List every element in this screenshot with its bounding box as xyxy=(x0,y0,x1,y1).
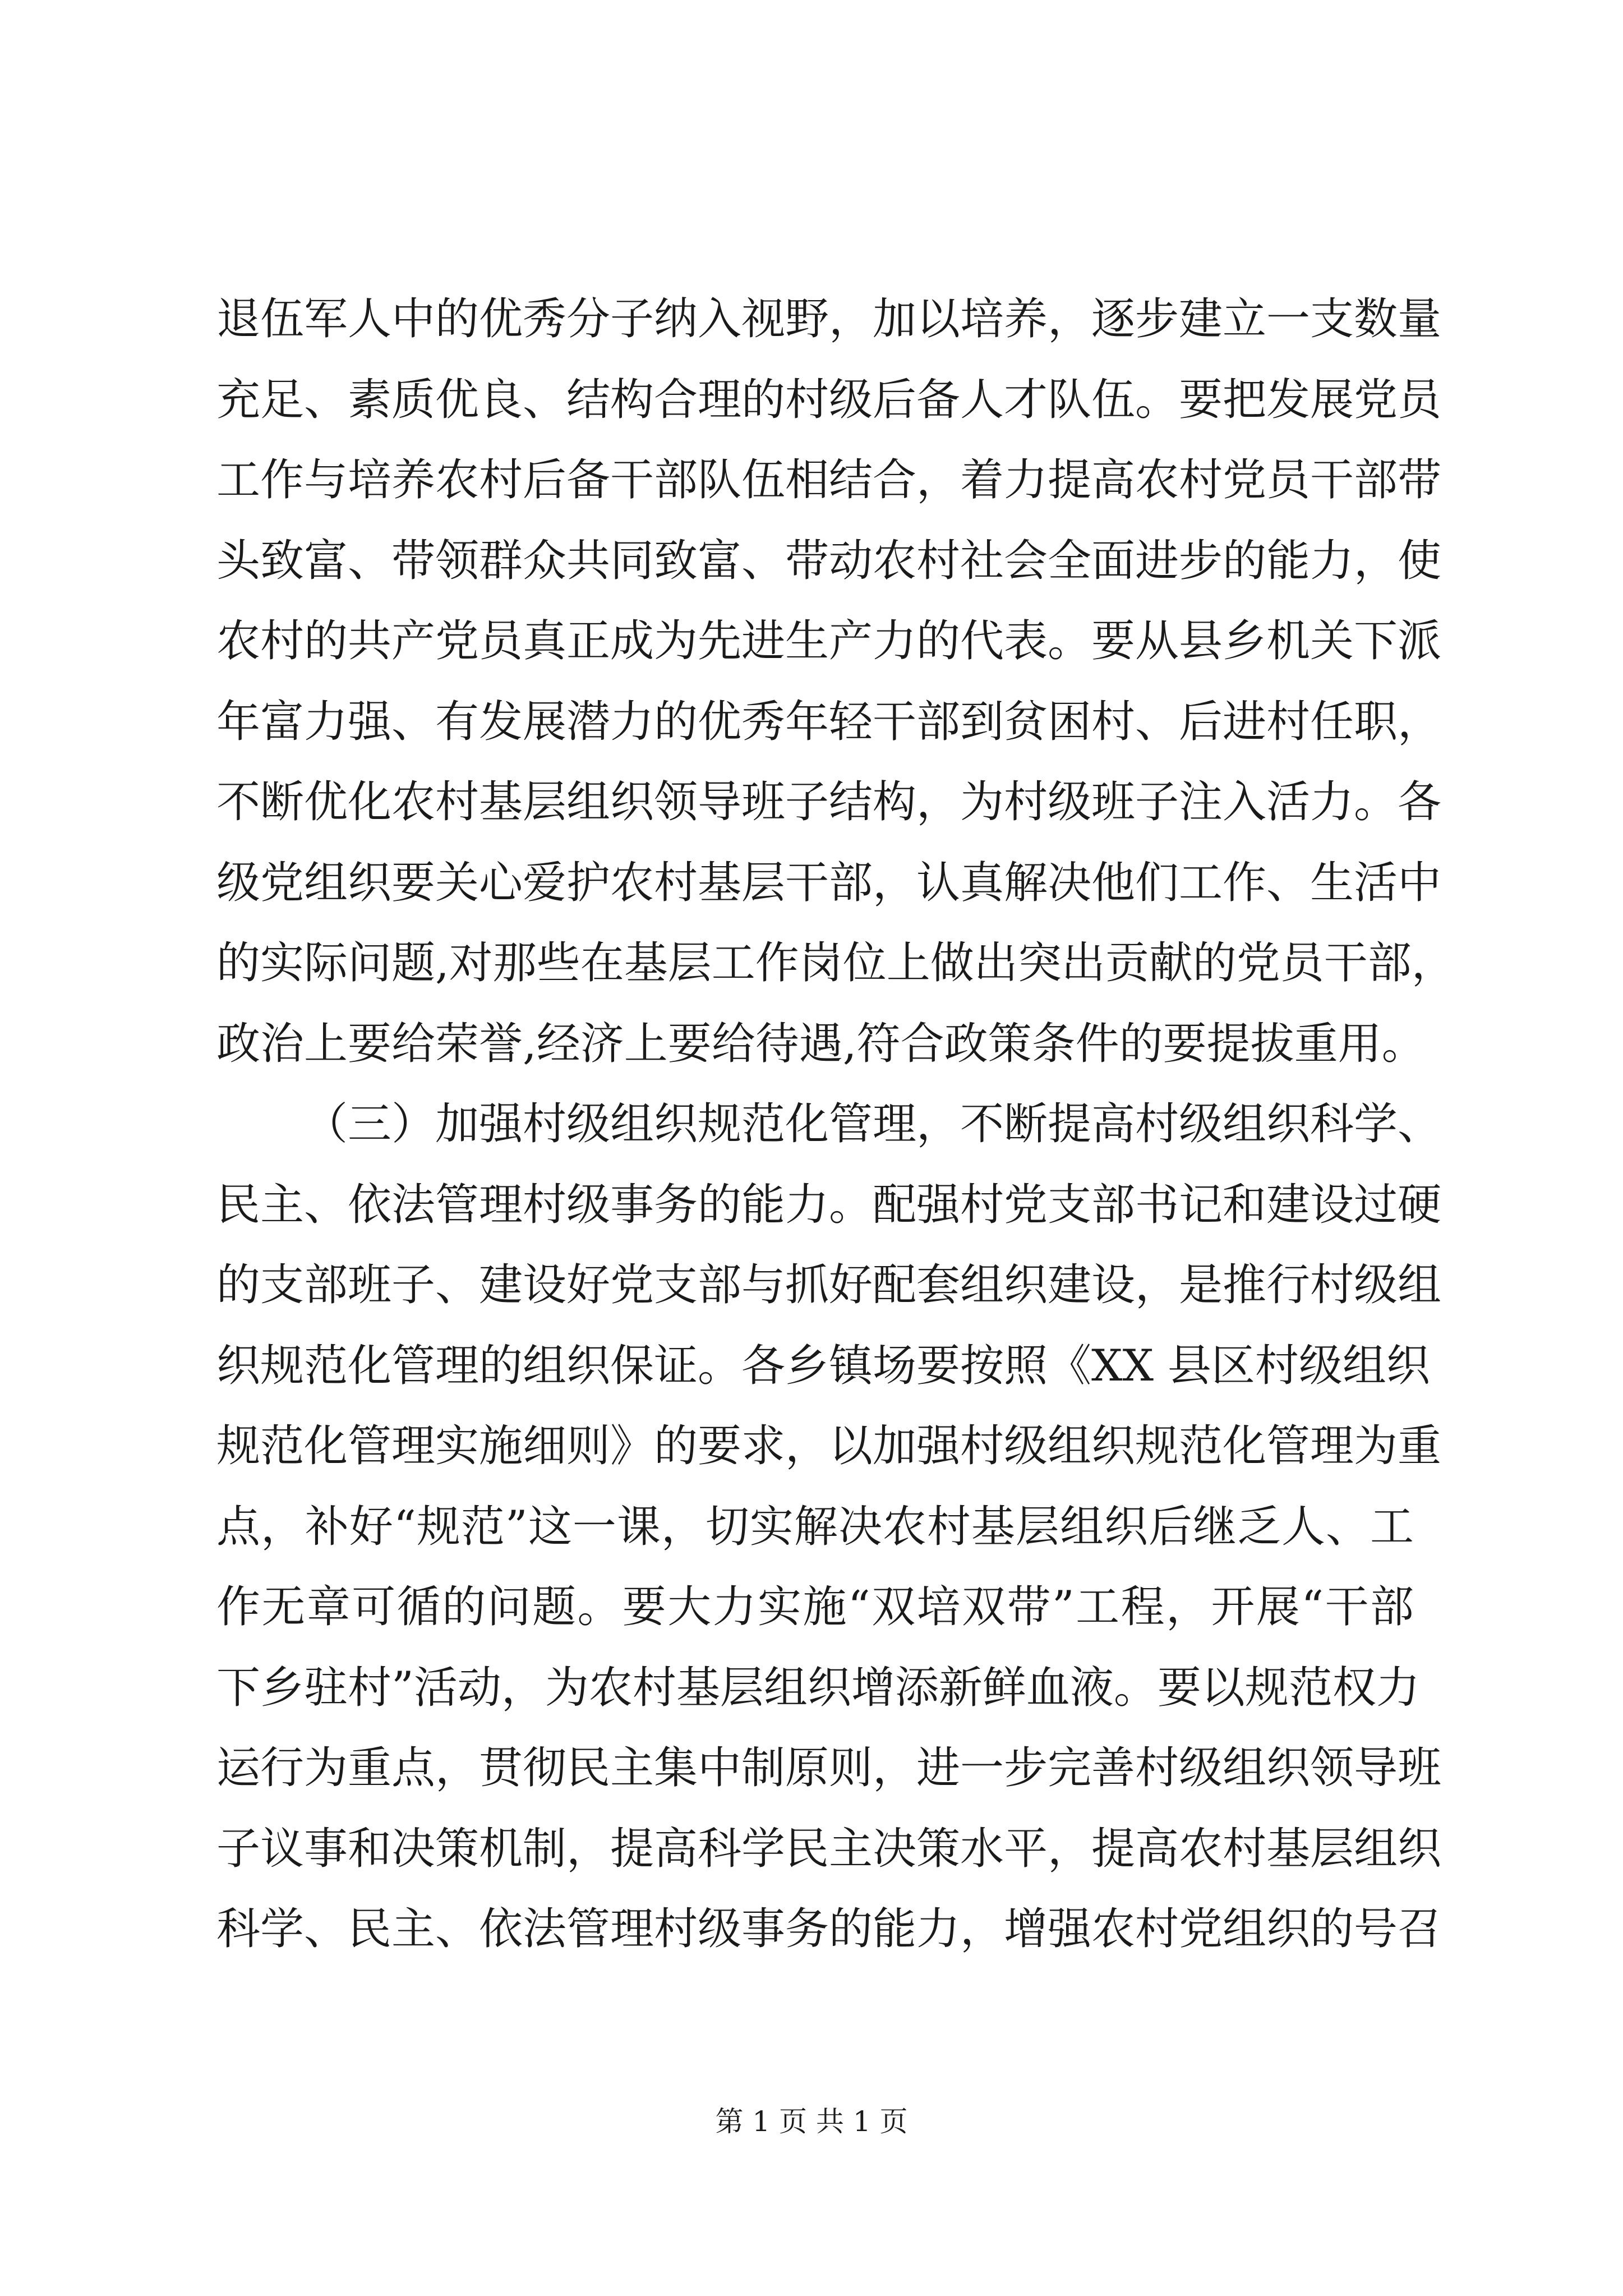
text-line: 子议事和决策机制，提高科学民主决策水平，提高农村基层组织 xyxy=(216,1823,1442,1874)
text-line: 退伍军人中的优秀分子纳入视野，加以培养，逐步建立一支数量 xyxy=(216,294,1442,344)
text-line: 作无章可循的问题。要大力实施“双培双带”工程，开展“干部 xyxy=(216,1582,1414,1632)
text-line: （三）加强村级组织规范化管理，不断提高村级组织科学、 xyxy=(304,1099,1442,1149)
text-line: 工作与培养农村后备干部队伍相结合，着力提高农村党员干部带 xyxy=(216,455,1442,505)
text-line: 头致富、带领群众共同致富、带动农村社会全面进步的能力，使 xyxy=(216,535,1442,586)
text-line: 规范化管理实施细则》的要求，以加强村级组织规范化管理为重 xyxy=(216,1421,1442,1471)
text-line: 农村的共产党员真正成为先进生产力的代表。要从县乡机关下派 xyxy=(216,616,1442,666)
text-line: 织规范化管理的组织保证。各乡镇场要按照《XX 县区村级组织 xyxy=(216,1340,1430,1391)
text-line: 点，补好“规范”这一课，切实解决农村基层组织后继乏人、工 xyxy=(216,1501,1414,1552)
paragraph-1 xyxy=(216,279,1455,1084)
text-line: 的实际问题,对那些在基层工作岗位上做出突出贡献的党员干部， xyxy=(216,938,1455,988)
text-line: 年富力强、有发展潜力的优秀年轻干部到贫困村、后进村任职， xyxy=(216,696,1442,747)
page-number-footer: 第 1 页 共 1 页 xyxy=(715,2105,908,2138)
text-line: 充足、素质优良、结构合理的村级后备人才队伍。要把发展党员 xyxy=(216,374,1442,425)
paragraph-2 xyxy=(216,1084,1442,1970)
text-line: 政治上要给荣誉,经济上要给待遇,符合政策条件的要提拔重用。 xyxy=(216,1018,1426,1069)
text-line: 民主、依法管理村级事务的能力。配强村党支部书记和建设过硬 xyxy=(216,1179,1442,1230)
text-line: 的支部班子、建设好党支部与抓好配套组织建设，是推行村级组 xyxy=(216,1260,1442,1310)
text-line: 运行为重点，贯彻民主集中制原则，进一步完善村级组织领导班 xyxy=(216,1743,1442,1793)
text-line: 科学、民主、依法管理村级事务的能力，增强农村党组织的号召 xyxy=(216,1904,1442,1954)
text-line: 级党组织要关心爱护农村基层干部，认真解决他们工作、生活中 xyxy=(216,857,1442,908)
text-line: 下乡驻村”活动，为农村基层组织增添新鲜血液。要以规范权力 xyxy=(216,1662,1420,1713)
document-body xyxy=(216,279,1455,1970)
text-line: 不断优化农村基层组织领导班子结构，为村级班子注入活力。各 xyxy=(216,777,1442,827)
